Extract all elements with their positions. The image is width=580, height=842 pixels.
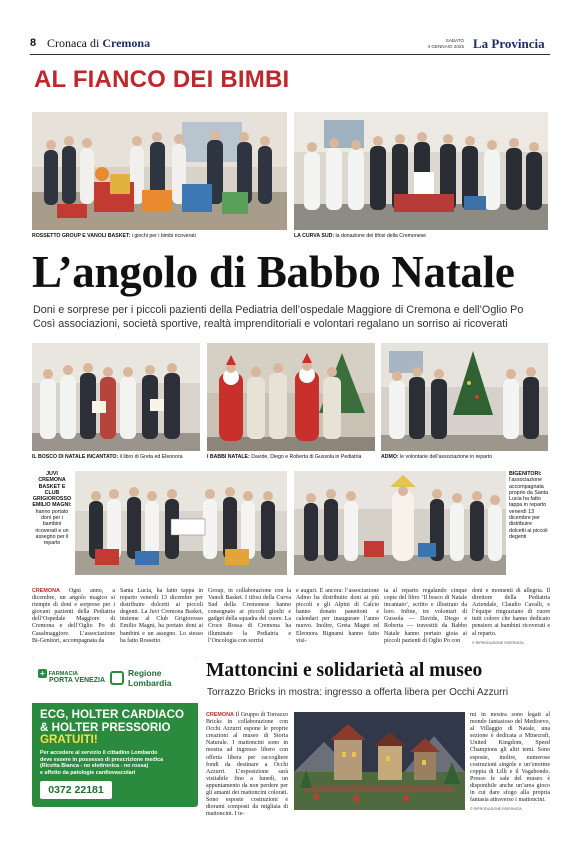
article2-title: Mattoncini e solidarietà al museo — [206, 660, 483, 681]
article1-credit: © RIPRODUZIONE RISERVATA — [472, 640, 524, 645]
photo-lego-diorama — [294, 712, 465, 810]
article1-column-4: e auguri. E ancora: l’associazione Admo ha distribuito doni ai più piccoli e gli Alpini di Calcio hanno donato panettoni e calendari per inaugurare l’anno nuovo. Inoltre, Greta Magni ed Eleonora Bignami hanno fatto visi- — [296, 588, 379, 644]
ad-body-line3: (Ricetta Bianca - no elettronica - no rossa) — [40, 763, 149, 770]
side-caption-bold: BIGENITORI: — [509, 471, 542, 477]
caption-text: le volontarie dell’associazione in reparto — [400, 454, 493, 460]
ad-brand1-line2: PORTA VENEZIA — [49, 677, 106, 684]
photo-rossetto-vanoli — [32, 112, 287, 230]
caption-text: i giochi per i bimbi ricoverati — [131, 233, 196, 239]
article2-column-1 — [206, 712, 288, 818]
header-rule — [30, 54, 550, 55]
ad-brand2-line2: Lombardia — [128, 677, 172, 688]
photo-admo — [381, 343, 548, 451]
article1-column-3: Group, in collaborazione con la Vanoli Basket. I tifosi della Curva Sud della Cremonese hanno consegnato ai piccoli giochi e gadget della squadra del cuore. La Croce Rossa di Cremona ha illuminato la Pediatria e l’Oncologia con sorrisi — [208, 588, 291, 644]
article2-text-1: Il Gruppo di Torrazzo Bricks in collaborazione con Occhi Azzurri espone le proprie creazioni al museo di Storia Naturale. I mattoncini sono in mostra ad ingresso libero con offerta libera per raccogliere fondi da destinare a Occhi Azzurri. L’esposizione sarà visitabile fino a lunedì, un appuntamento da non perdere per gli amanti dei mattoncini colorati. Sono esposte costruzioni e diorami composti da migliaia di mattoncini. I te- — [206, 712, 288, 818]
caption-admo — [381, 454, 492, 460]
caption-curva-sud — [294, 233, 426, 239]
photo-bosco-natale — [32, 343, 200, 451]
article1-column-6 — [472, 588, 550, 647]
ad-title-line3: GRATUITI! — [40, 733, 98, 746]
ad-brand-regione — [110, 669, 171, 688]
article1-text-1: Ogni anno, a dicembre, un angolo magico si riempie di doni e sorprese per i giovani pazienti della Pediatria dell’Ospedale Maggiore di Cremona e dell’Oglio Po di Casalmaggiore. L’associazione Bi-Genitori, accompagnata da — [32, 588, 116, 644]
ad-brand-farmacia — [38, 669, 105, 685]
caption-bold: ADMO: — [381, 454, 399, 460]
article2-credit: © RIPRODUZIONE RISERVATA — [470, 807, 522, 812]
ad-phone-box — [40, 781, 112, 799]
article1-lead: CREMONA — [32, 588, 60, 594]
header-day: SABATO — [445, 38, 464, 43]
article1-column-2: Santa Lucia, ha fatto tappa in reparto venerdì 13 dicembre per distribuire dolcetti ai piccoli degenti. La Juvi Cremona Basket, insieme al Club Grigiorosso Emilio Magni, ha portato doni ai bambini e un assegno. Lo stesso ha fatto Rossetto — [120, 588, 203, 644]
photo-bigenitori — [294, 471, 506, 575]
article2-column-2 — [470, 712, 550, 813]
headline: L’angolo di Babbo Natale — [32, 247, 515, 297]
ad-farmacia — [32, 657, 198, 807]
section-name — [47, 36, 150, 51]
ad-header — [32, 657, 198, 703]
article1-column-5: ta al reparto regalando cinque copie del libro ‘Il bosco di Natale incantato’, scritto e illustrato da loro. Infine, tre volontari di Gussola — Davide, Diego e Roberta — travestiti da Babbo Natale hanno portato gioia ai piccoli pazienti di Oglio Po con — [384, 588, 467, 644]
ad-body-line1: Per accedere al servizio il cittadino Lombardo — [40, 750, 158, 756]
subheadline-line-2: Così associazioni, società sportive, realtà imprenditoriali e volontari regalano un sorriso ai ricoverati — [33, 318, 508, 330]
caption-rossetto-vanoli — [32, 233, 196, 239]
side-caption-text: hanno portato doni per i bambini ricoverati e un assegno per il reparto — [35, 508, 69, 547]
caption-text: la donazione dei tifosi della Cremonese — [335, 233, 427, 239]
kicker: AL FIANCO DEI BIMBI — [34, 66, 290, 93]
header-date — [375, 38, 464, 49]
ad-title-line1: ECG, HOLTER CARDIACO — [40, 708, 185, 721]
subheadline-line-1: Doni e sorprese per i piccoli pazienti della Pediatria dell’ospedale Maggiore di Cremona e dell’Oglio Po — [33, 304, 524, 316]
caption-bold: I BABBI NATALE: — [207, 454, 250, 460]
side-caption-juvi — [32, 471, 72, 547]
ad-title — [40, 709, 194, 747]
article1-column-1 — [32, 588, 115, 645]
caption-bold: IL BOSCO DI NATALE INCANTATO: — [32, 454, 119, 460]
photo-babbi-natale — [207, 343, 375, 451]
ad-title-line2: & HOLTER PRESSORIO — [40, 720, 171, 734]
article2-lead: CREMONA — [206, 712, 234, 718]
section-city: Cremona — [102, 36, 151, 50]
caption-bold: ROSSETTO GROUP E VANOLI BASKET: — [32, 233, 131, 239]
cross-icon: + — [38, 669, 47, 678]
photo-juvi-basket — [75, 471, 287, 575]
subheadline — [33, 303, 553, 331]
side-caption-bold: JUVI CREMONA BASKET E CLUB GRIGIOROSSO EMILIO MAGNI: — [32, 471, 72, 509]
caption-text: Davide, Diego e Roberta di Gussola in Pediatria — [251, 454, 362, 460]
section-prefix: Cronaca di — [47, 36, 100, 50]
ad-body-line4: e affetto da patologie cardiovascolari — [40, 769, 136, 776]
side-caption-text: l’associazione accompagnata proprio da Santa Lucia ha fatto tappa in reparto venerdì 13 dicembre per distribuire dolcetti ai piccoli degenti — [509, 477, 549, 540]
page-header — [30, 37, 550, 53]
caption-babbi-natale — [207, 454, 361, 460]
article1-text-6: doni e momenti di allegria. Il direttore della Pediatria Aziendale, Claudio Cavalli, e l’équipe ringraziano di cuore tutti coloro che hanno dedicato pensiero ai bambini ricoverati e al reparto. — [472, 588, 550, 637]
caption-bold: LA CURVA SUD: — [294, 233, 335, 239]
ad-body-line2: deve essere in possesso di prescrizione medica — [40, 756, 164, 763]
ad-brand1-line1: FARMACIA — [48, 670, 79, 677]
masthead-logo: La Provincia — [473, 36, 545, 51]
caption-text: il libro di Greta ed Eleonora — [119, 454, 183, 460]
ad-body — [40, 750, 196, 776]
article2-subtitle: Torrazzo Bricks in mostra: ingresso a offerta libera per Occhi Azzurri — [207, 687, 509, 698]
article2-text-2: mi in mostra sono legati al mondo fantasioso del Medioevo, al Villaggio di Natale, una sezione è dedicata a Minecraft, United Kingdom, Speed Champions gli altri temi. Sono esposte, inoltre, numerose costruzioni singole e un’enorme coppia di Lilli e il Vagabondo. Presso le sale del museo è disponibile anche un’area gioco in cui dare sfogo alla propria fantasia attraverso i mattoncini. — [470, 712, 550, 804]
photo-curva-sud — [294, 112, 548, 230]
ad-phone: 0372 22181 — [48, 784, 104, 796]
header-date-text: 4 GENNAIO 2025 — [427, 43, 464, 49]
regione-logo-icon — [110, 671, 124, 685]
ad-brand2-line1: Regione — [128, 668, 162, 678]
caption-bosco-natale — [32, 454, 183, 460]
page-number: 8 — [30, 37, 37, 49]
side-caption-bigenitori — [509, 471, 549, 540]
